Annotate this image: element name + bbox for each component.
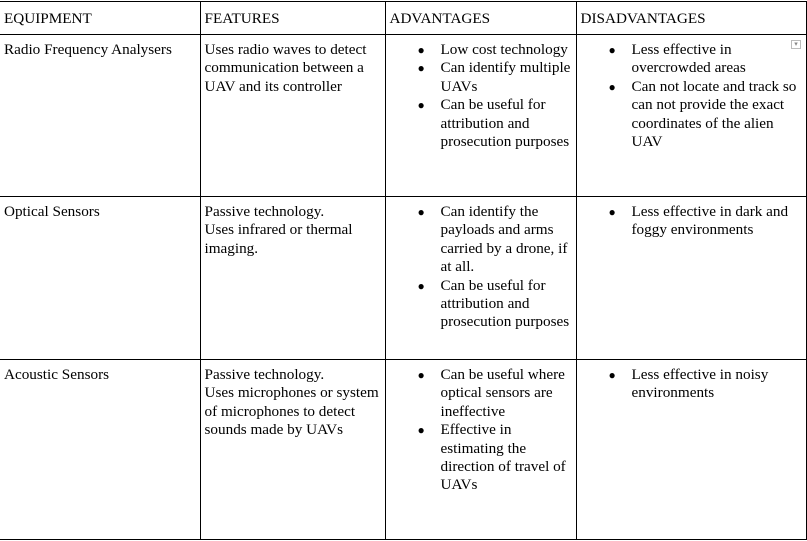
features-cell (200, 360, 385, 540)
list-item: ● Less effective in noisy environments (581, 366, 802, 403)
dropdown-arrow-icon[interactable]: ▾ (791, 40, 801, 49)
table-row (0, 197, 806, 360)
disadvantages-cell (576, 360, 806, 540)
disadvantages-list (581, 366, 802, 403)
advantages-list (390, 203, 572, 332)
feature-line: Uses infrared or thermal imaging. (204, 221, 357, 257)
features-cell (200, 197, 385, 360)
disadvantages-list (581, 41, 802, 151)
list-item: ● Less effective in overcrowded areas (581, 41, 802, 78)
list-item: ● Less effective in dark and foggy environments (581, 203, 802, 240)
table-row (0, 35, 806, 197)
advantages-cell (385, 35, 576, 197)
advantages-list (390, 366, 572, 495)
equipment-cell: Radio Frequency Analysers (0, 35, 200, 197)
table-row (0, 360, 806, 540)
feature-line: Passive technology. (204, 203, 325, 220)
advantages-cell (385, 197, 576, 360)
header-row (0, 2, 806, 35)
list-item: ● Can identify multiple UAVs (390, 59, 571, 96)
list-item: ● Effective in estimating the direction of travel of UAVs (390, 421, 571, 495)
equipment-cell: Acoustic Sensors (0, 360, 200, 540)
list-item: ● Can be useful for attribution and prosecution purposes (390, 277, 571, 332)
feature-line: Uses radio waves to detect communication between a UAV and its controller (204, 41, 371, 95)
header-equipment: EQUIPMENT (0, 2, 200, 35)
advantages-cell (385, 360, 576, 540)
disadvantages-list (581, 203, 802, 240)
disadvantages-cell (576, 197, 806, 360)
equipment-table (0, 1, 807, 540)
feature-line: Passive technology. (204, 366, 325, 383)
list-item: ● Low cost technology (390, 41, 571, 59)
header-features: FEATURES (200, 2, 385, 35)
features-cell (200, 35, 385, 197)
equipment-cell: Optical Sensors (0, 197, 200, 360)
header-advantages: ADVANTAGES (385, 2, 576, 35)
list-item: ● Can not locate and track so can not provide the exact coordinates of the alien UAV (581, 78, 802, 152)
list-item: ● Can be useful where optical sensors are ineffective (390, 366, 571, 421)
disadvantages-cell (576, 35, 806, 197)
advantages-list (390, 41, 572, 151)
feature-line: Uses microphones or system of microphones to detect sounds made by UAVs (204, 384, 383, 439)
list-item: ● Can identify the payloads and arms carried by a drone, if at all. (390, 203, 571, 277)
list-item: ● Can be useful for attribution and prosecution purposes (390, 96, 571, 151)
header-disadvantages: DISADVANTAGES (576, 2, 806, 35)
